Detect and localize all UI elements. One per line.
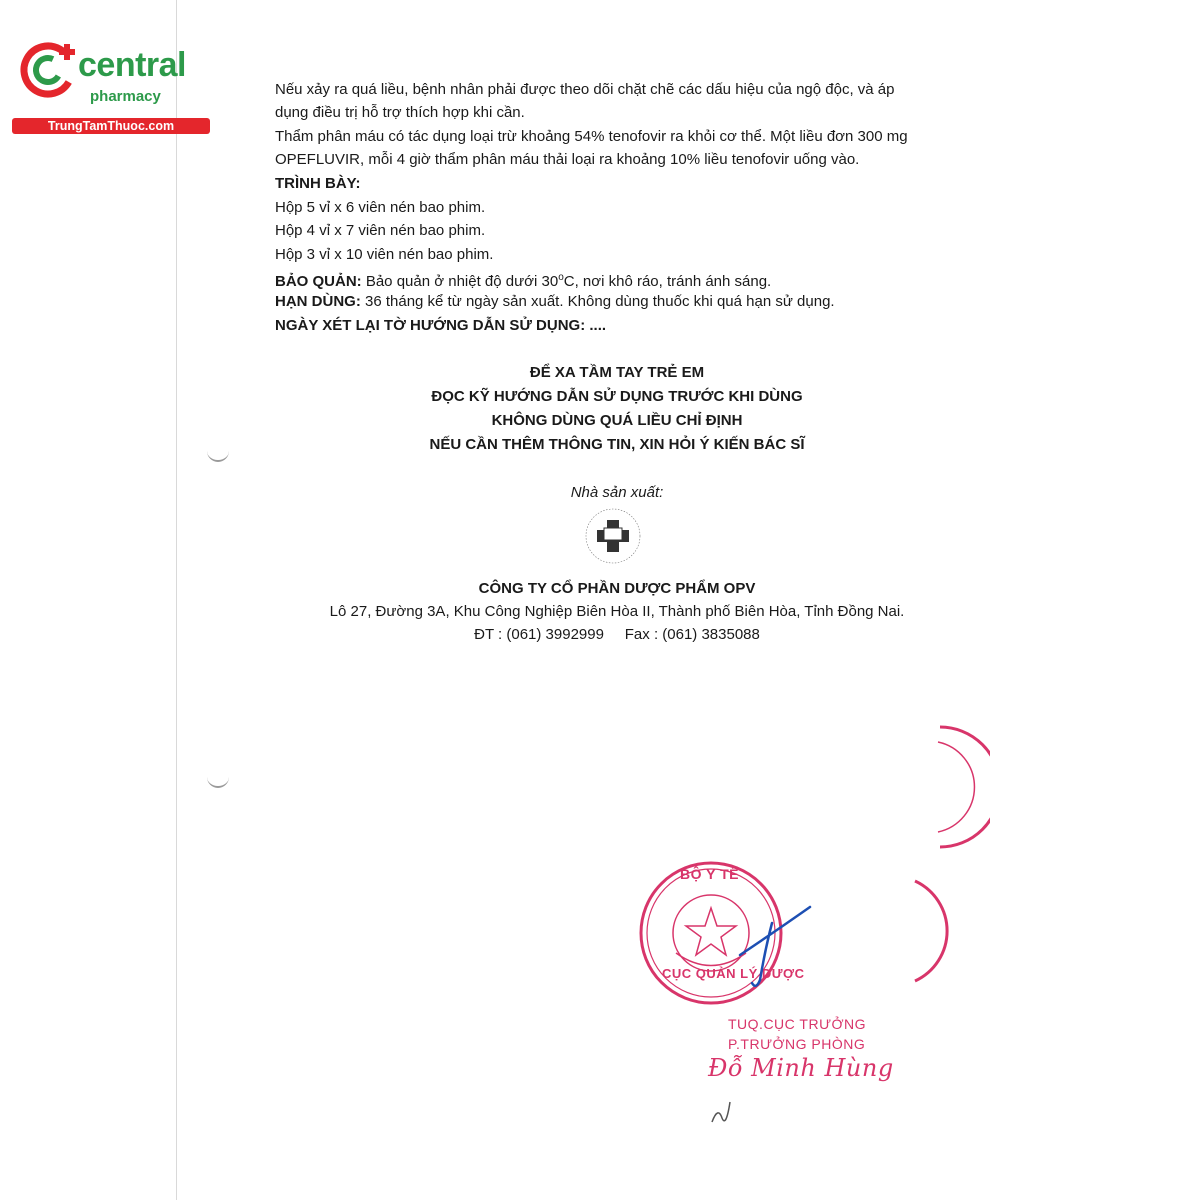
- storage-text: Bảo quản ở nhiệt độ dưới 30: [361, 273, 559, 290]
- punch-hole: [207, 774, 229, 788]
- opv-seal-icon: [583, 506, 643, 566]
- logo-url-bar[interactable]: TrungTamThuoc.com: [12, 118, 210, 134]
- overdose-line-1: Nếu xảy ra quá liều, bệnh nhân phải được theo dõi chặt chẽ các dấu hiệu của ngộ độc, và áp: [275, 81, 895, 98]
- presentation-item: Hộp 4 vỉ x 7 viên nén bao phim.: [275, 222, 486, 239]
- partial-stamp-icon: [905, 876, 950, 986]
- logo-wordmark: central: [78, 46, 186, 84]
- company-address: Lô 27, Đường 3A, Khu Công Nghiệp Biên Hòa II, Thành phố Biên Hòa, Tỉnh Đồng Nai.: [329, 603, 905, 620]
- warning-line: ĐỂ XA TẦM TAY TRẺ EM: [529, 364, 705, 381]
- company-name: CÔNG TY CỔ PHẦN DƯỢC PHẨM OPV: [478, 580, 756, 597]
- presentation-item: Hộp 3 vỉ x 10 viên nén bao phim.: [275, 246, 494, 263]
- warning-line: ĐỌC KỸ HƯỚNG DẪN SỬ DỤNG TRƯỚC KHI DÙNG: [431, 388, 803, 405]
- presentation-heading: TRÌNH BÀY:: [275, 175, 361, 192]
- storage-text-end: C, nơi khô ráo, tránh ánh sáng.: [563, 273, 772, 290]
- expiry-line: [275, 290, 835, 313]
- logo-subtitle: pharmacy: [90, 88, 161, 105]
- storage-line: [275, 266, 771, 293]
- approval-title-1: TUQ.CỤC TRƯỞNG: [728, 1016, 867, 1032]
- storage-degree: o: [558, 272, 564, 283]
- initials-mark-icon: [704, 1092, 744, 1132]
- page-edge: [176, 0, 177, 1200]
- company-contact: ĐT : (061) 3992999 Fax : (061) 3835088: [474, 626, 760, 643]
- storage-label: BẢO QUẢN:: [275, 273, 362, 290]
- approval-title-2: P.TRƯỞNG PHÒNG: [728, 1036, 866, 1052]
- punch-hole: [207, 448, 229, 462]
- left-margin-strip: [0, 0, 176, 1200]
- expiry-text: 36 tháng kể từ ngày sản xuất. Không dùng thuốc khi quá hạn sử dụng.: [360, 293, 835, 310]
- review-date-line: NGÀY XÉT LẠI TỜ HƯỚNG DẪN SỬ DỤNG: ....: [275, 317, 607, 334]
- partial-stamp-icon: [930, 722, 990, 852]
- stamp-bottom-text: CỤC QUẢN LÝ DƯỢC: [662, 966, 805, 981]
- presentation-item: Hộp 5 vỉ x 6 viên nén bao phim.: [275, 199, 486, 216]
- dialysis-line-2: OPEFLUVIR, mỗi 4 giờ thẩm phân máu thải loại ra khoảng 10% liều tenofovir uống vào.: [275, 151, 860, 168]
- signature-stroke-icon: [730, 895, 830, 995]
- stamp-top-text: BỘ Y TẾ: [680, 866, 740, 882]
- warning-line: NẾU CẦN THÊM THÔNG TIN, XIN HỎI Ý KIẾN BÁC SĨ: [429, 436, 805, 453]
- manufacturer-label: Nhà sản xuất:: [570, 484, 664, 501]
- warning-line: KHÔNG DÙNG QUÁ LIỀU CHỈ ĐỊNH: [491, 412, 743, 429]
- overdose-line-2: dụng điều trị hỗ trợ thích hợp khi cần.: [275, 104, 525, 121]
- signature-name: Đỗ Minh Hùng: [708, 1054, 894, 1082]
- expiry-label: HẠN DÙNG:: [275, 293, 361, 310]
- dialysis-line-1: Thẩm phân máu có tác dụng loại trừ khoảng 54% tenofovir ra khỏi cơ thể. Một liều đơn 300 mg: [275, 128, 908, 145]
